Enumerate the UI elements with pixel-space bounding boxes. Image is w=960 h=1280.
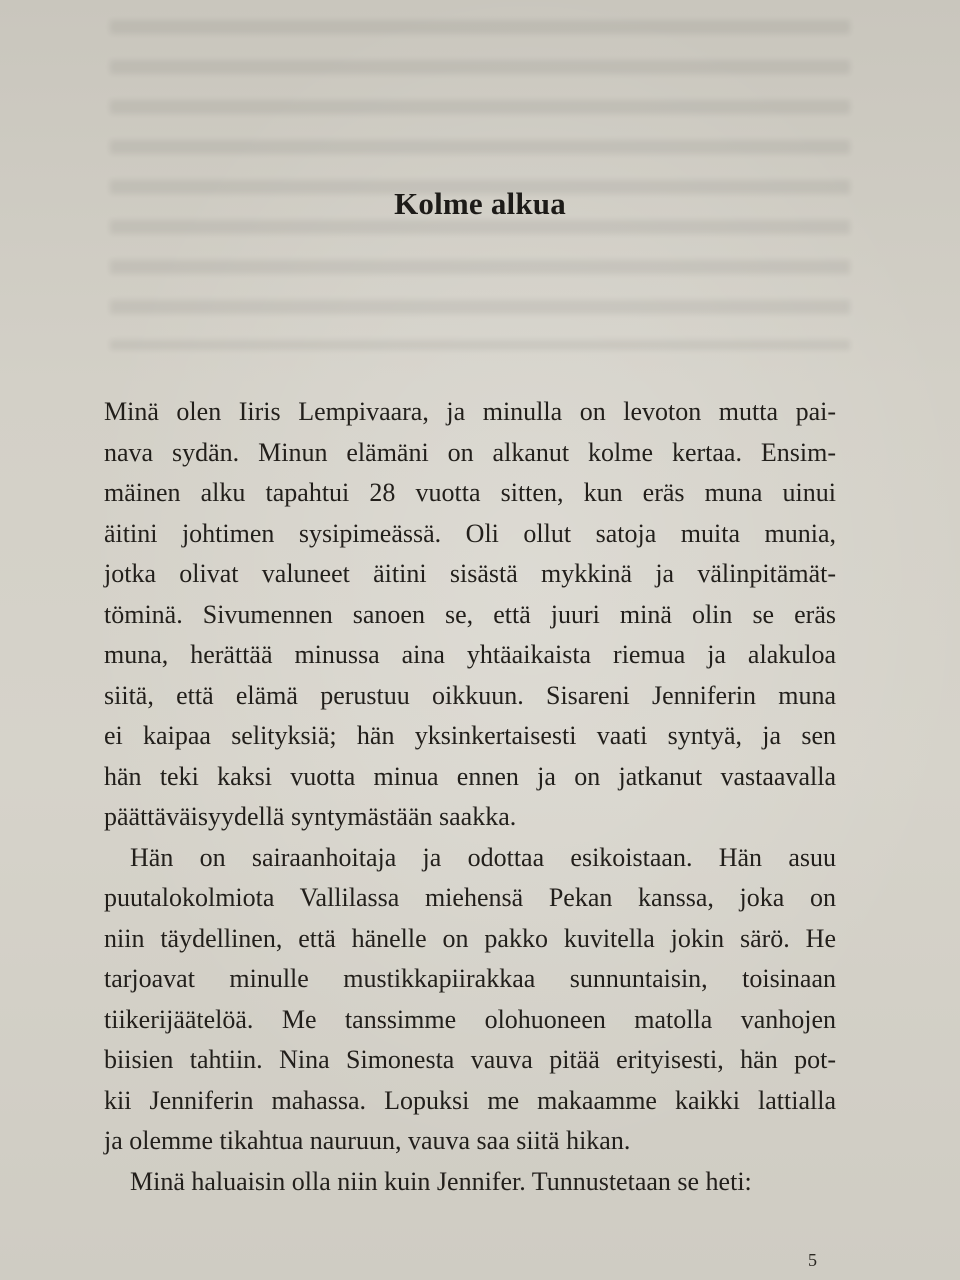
text-line: Minä olen Iiris Lempivaara, ja minulla on levoton mutta pai- [104,397,836,426]
text-line: äitini johtimen sysipimeässä. Oli ollut satoja muita munia, [104,518,836,548]
text-line: tarjoavat minulle mustikkapiirakkaa sunnuntaisin, toisinaan [104,964,836,993]
text-line: ei kaipaa selityksiä; hän yksinkertaisesti vaati syntyä, ja sen [104,721,836,750]
text-line: hän teki kaksi vuotta minua ennen ja on jatkanut vastaavalla [104,761,836,791]
text-line: puutalokolmiota Vallilassa miehensä Pekan kanssa, joka on [104,883,836,912]
text-line: biisien tahtiin. Nina Simonesta vauva pitää erityisesti, hän pot- [104,1045,836,1074]
text-line: niin täydellinen, että hänelle on pakko kuvitella jokin särö. He [104,923,836,953]
text-line: tiikerijäätelöä. Me tanssimme olohuoneen matolla vanhojen [104,1004,836,1034]
text-line: ja olemme tikahtua nauruun, vauva saa siitä hikan. [104,1126,631,1155]
text-line: nava sydän. Minun elämäni on alkanut kolme kertaa. Ensim- [104,437,836,467]
text-line: siitä, että elämä perustuu oikkuun. Sisareni Jenniferin muna [104,680,836,710]
text-line: jotka olivat valuneet äitini sisästä mykkinä ja välinpitämät- [104,559,836,588]
text-line: muna, herättää minussa aina yhtäaikaista riemua ja alakuloa [104,640,836,669]
text-line: päättäväisyydellä syntymästään saakka. [104,802,517,831]
text-line: kii Jenniferin mahassa. Lopuksi me makaamme kaikki lattialla [104,1085,836,1115]
text-line: mäinen alku tapahtui 28 vuotta sitten, kun eräs muna uinui [104,478,836,507]
body-text [104,392,836,1202]
page-number: 5 [808,1250,817,1270]
text-line: Minä haluaisin olla niin kuin Jennifer. Tunnustetaan se heti: [130,1166,752,1196]
chapter-title: Kolme alkua [394,186,566,221]
text-line: Hän on sairaanhoitaja ja odottaa esikoistaan. Hän asuu [130,842,836,872]
bleed-through-shadow [110,20,850,350]
text-line: töminä. Sivumennen sanoen se, että juuri minä olin se eräs [104,599,836,629]
